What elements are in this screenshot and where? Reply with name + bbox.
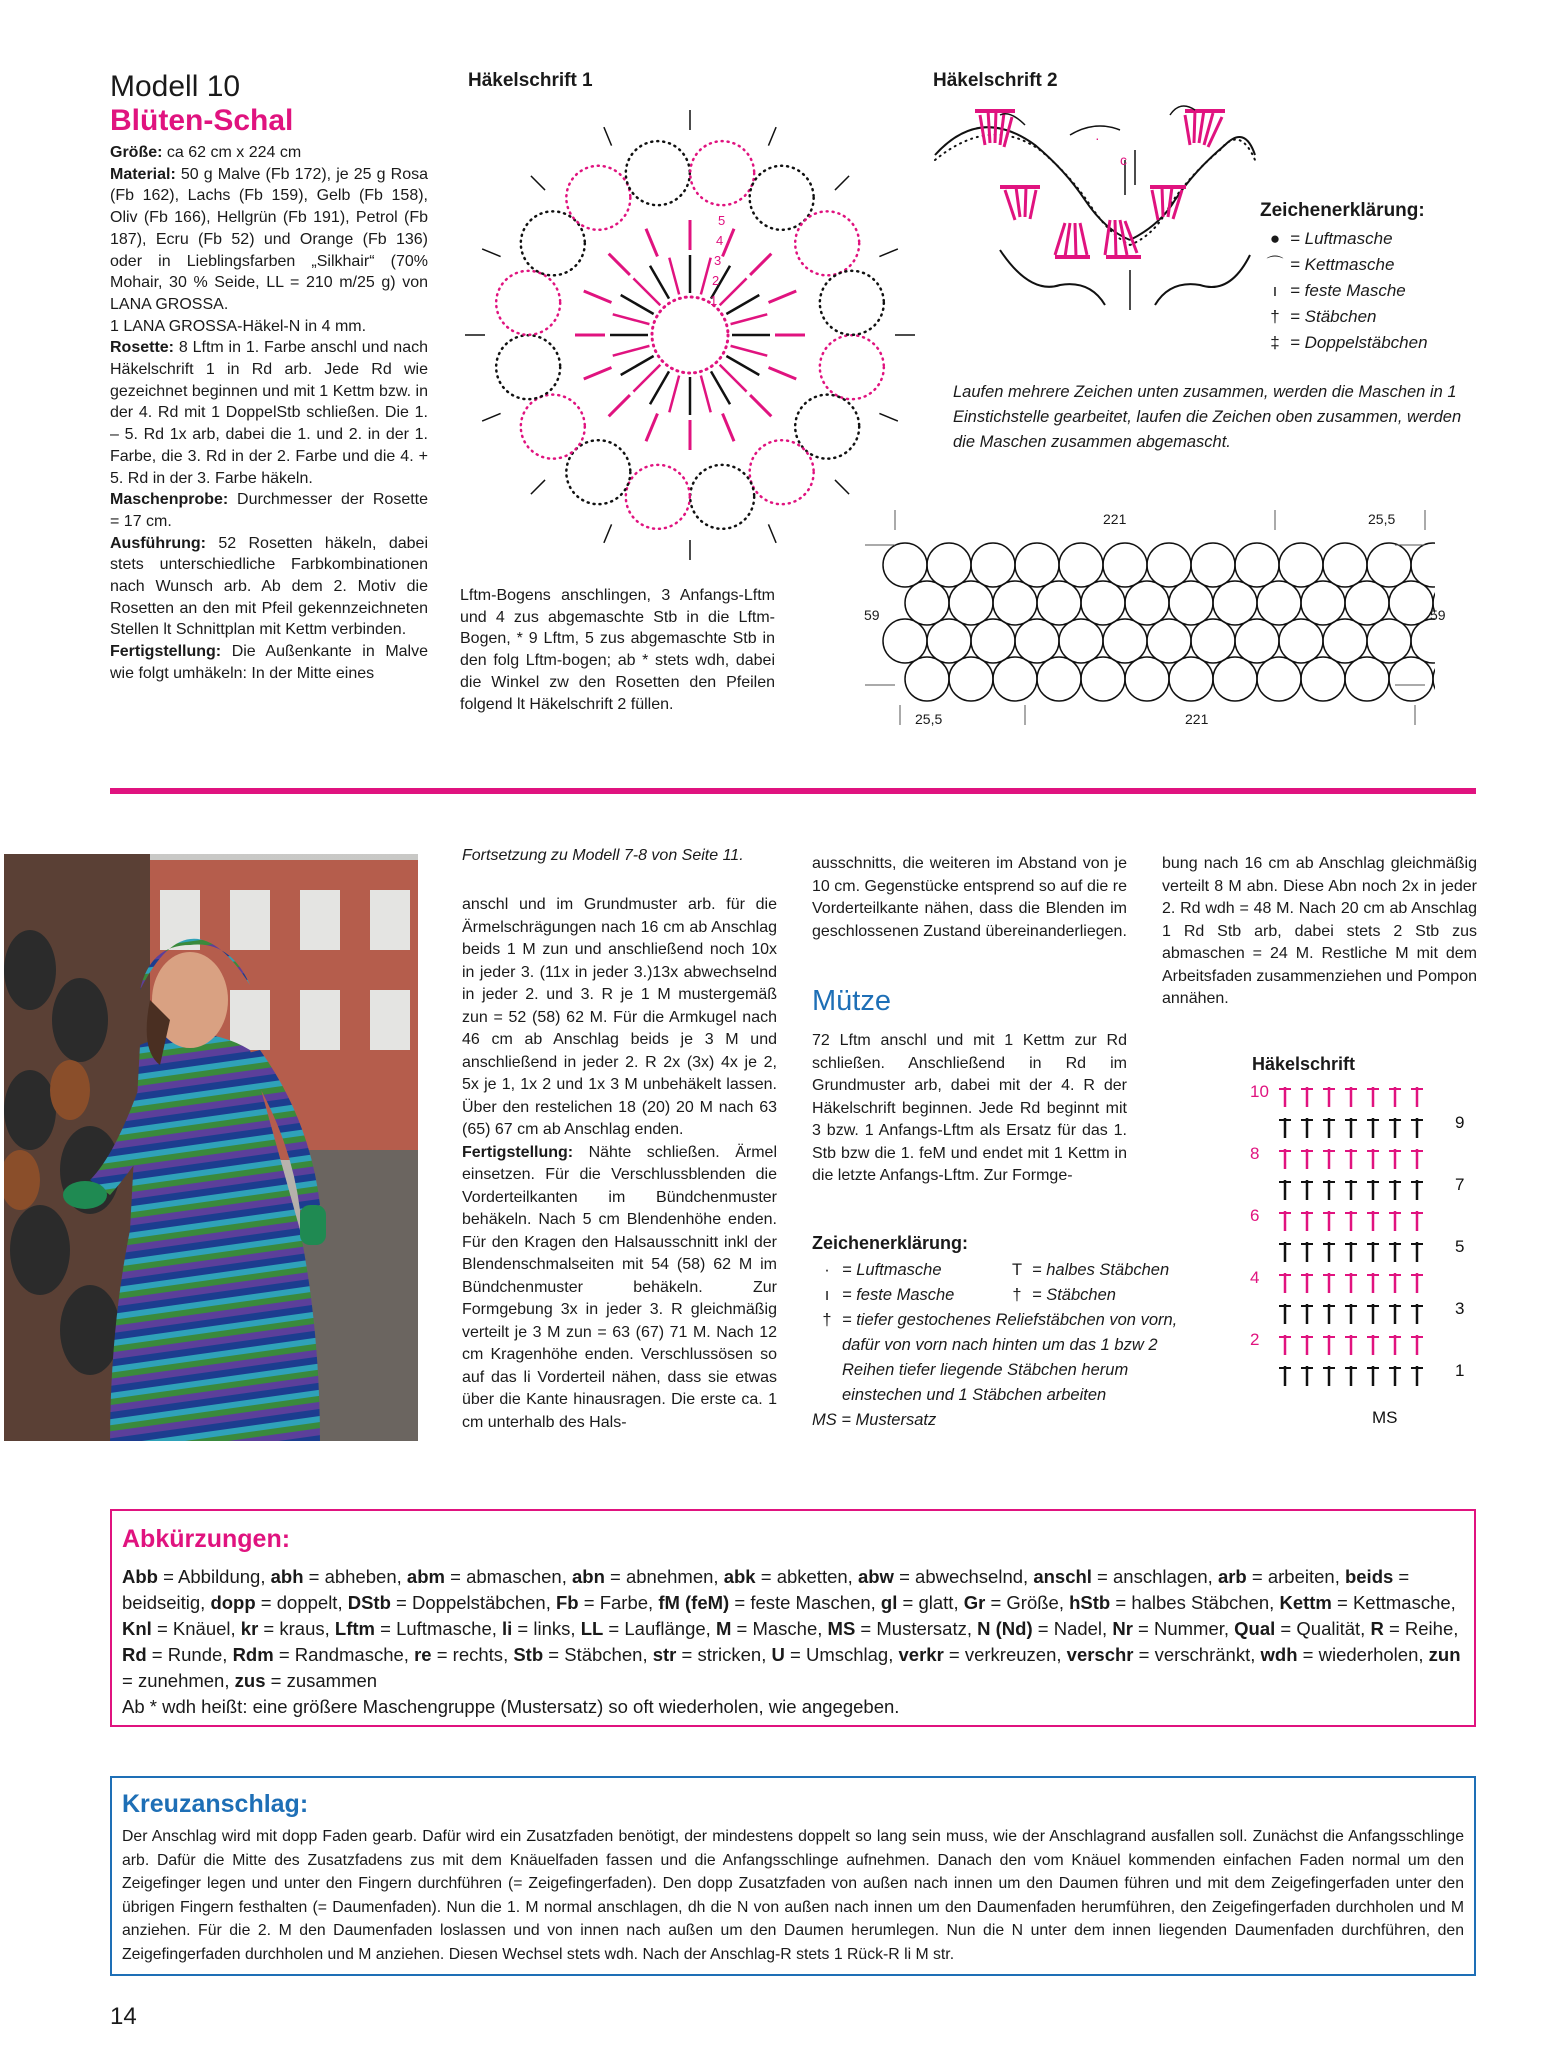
rosette-circle [1389,581,1433,625]
rosette-circle [1169,657,1213,701]
abbreviation-meaning: kraus [279,1618,325,1639]
rosette-stitch [726,356,759,375]
relief-stitch-icon: † [822,1311,832,1329]
model-paragraph [110,316,428,338]
abbreviation-term: abw [857,1566,894,1587]
abbreviation-meaning: Umschlag [805,1644,889,1665]
rosette-petal [626,141,690,205]
abbreviation-term: R [1370,1618,1384,1639]
dot-icon: ● [1269,229,1281,248]
rosette-circle [971,619,1015,663]
rosette-circle [1279,619,1323,663]
row-label-right: 1 [1455,1361,1465,1380]
abbreviation-term: Nr [1112,1618,1133,1639]
rosette-circle [1169,581,1213,625]
join-arrow-icon [531,176,545,190]
rosette-circle [905,581,949,625]
rosette-circle [1411,619,1435,663]
legend2-halbes: = halbes Stäbchen [1032,1261,1170,1279]
model-paragraph-text: 52 Rosetten häkeln, dabei stets unterschiedliche Farbkombinationen nach Wunsch arb. Ab dem 2. Motiv die Rosetten an den mit Pfeil gekennzeichneten Stellen lt Schnittplan mit Kettm verbinden. [110,534,428,639]
ms-label: MS [1372,1408,1398,1427]
rosette-stitch [584,368,612,379]
rosette-stitch [650,371,669,404]
abbreviation-term: Lftm [334,1618,375,1639]
round-label: 4 [716,233,724,248]
rosette-petal [521,211,585,275]
continuation-column-3: bung nach 16 cm ab Anschlag gleichmäßig verteilt 8 M abn. Diese Abn noch 2x in jeder 2. Rd wdh = 48 M. Nach 20 cm ab Anschlag 1 Rd Stb arb, dabei stets 2 Stb zus abmaschen = 24 M. Restliche M mit dem Arbeitsfaden zusammenziehen und Pompon annähen. [1162,855,1477,1007]
rosette-stitch [731,314,768,324]
model-paragraph [110,489,428,532]
abbreviation-term: Rdm [232,1644,274,1665]
legend1-note: Laufen mehrere Zeichen unten zusammen, werden die Maschen in 1 Einstichstelle gearbeitet, laufen die Zeichen oben zusammen, werden die Maschen zusammen abgemascht. [953,383,1462,451]
abbreviation-meaning: Farbe [599,1592,649,1613]
section-divider [110,788,1476,794]
rosette-circle [1125,657,1169,701]
abbreviation-term: DStb [347,1592,391,1613]
rosette-petal [750,440,814,504]
rosette-stitch [646,229,657,257]
model-paragraph-label: Größe: [110,144,163,161]
model-title: Blüten-Schal [110,104,294,137]
model-text-column [110,70,428,685]
rosette-stitch [720,278,747,305]
rosette-circle [1037,657,1081,701]
schematic-top-right: 25,5 [1368,511,1396,527]
rosette-stitch [750,395,771,416]
rosette-petal [820,271,884,335]
abbreviation-term: verkr [898,1644,944,1665]
round-label: 1 [710,293,718,308]
rosette-stitch [701,258,711,295]
abbreviations-title: Abkürzungen: [122,1525,291,1553]
abbreviation-meaning: Knäuel [172,1618,231,1639]
abbreviation-meaning: Masche [752,1618,818,1639]
rosette-petal [795,211,859,275]
abbreviation-meaning: Größe [1006,1592,1059,1613]
abbreviation-meaning: Luftmasche [396,1618,492,1639]
abbreviation-term: abm [406,1566,445,1587]
abbreviation-meaning: verschränkt [1154,1644,1251,1665]
join-arrow-icon [835,480,849,494]
rosette-circle [1367,543,1411,587]
model-paragraph-text: 8 Lftm in 1. Farbe anschl und nach Häkelschrift 1 in Rd arb. Jede Rd wie gezeichnet beginnen und mit 1 Kettm bzw. in der 4. Rd mit 1 DoppelStb schließen. Die 1. – 5. Rd 1x arb, dabei die 1. und 2. in der 1. Farbe, die 3. Rd in der 2. Farbe und die 4. + 5. Rd in der 3. Farbe häkeln. [110,339,428,487]
legend2-relief: = tiefer gestochenes Reliefstäbchen von vorn, dafür von vorn nach hinten um das 1 bzw 2 Reihen tiefer liegende Stäbchen herum einstechen und 1 Stäbchen arbeiten [842,1311,1178,1404]
abbreviation-term: abh [270,1566,304,1587]
rosette-stitch [669,258,679,295]
schematic-left-height: 59 [864,607,880,623]
rosette-stitch [633,365,660,392]
rosette-stitch [633,278,660,305]
abbreviation-term: dopp [210,1592,256,1613]
abbreviation-term: MS [827,1618,856,1639]
rosette-circle [1037,581,1081,625]
abbreviation-meaning: doppelt [276,1592,338,1613]
abbreviations-note: Ab * wdh heißt: eine größere Maschengruppe (Mustersatz) so oft wiederholen, wie angegeben. [122,1696,900,1717]
join-arrow-icon [482,413,500,421]
abbreviation-meaning: Nadel [1053,1618,1103,1639]
abbreviation-meaning: Randmasche [294,1644,404,1665]
slip-stitch-icon: ⌒ [1266,255,1284,274]
abbreviation-meaning: stricken [697,1644,762,1665]
rosette-stitch [769,291,797,302]
legend2 [812,1233,1202,1433]
model-paragraph [110,337,428,489]
abbreviation-term: beids [1344,1566,1394,1587]
rosette-circle [1411,543,1435,587]
abbreviation-meaning: links [533,1618,571,1639]
abbreviation-meaning: Qualität [1296,1618,1361,1639]
abbreviation-meaning: Kettmasche [1352,1592,1451,1613]
rosette-circle [1059,543,1103,587]
chain-stitch-icon: · [824,1261,830,1279]
continuation-col1-rest: Nähte schließen. Ärmel einsetzen. Für die Verschlussblenden die Vorderteilkanten im Bündchenmuster behäkeln. Nach 5 cm Blendenhöhe enden. Für den Kragen den Halsausschnitt inkl der Blendenschmalseiten mit 54 (58) 62 M im Bündchenmuster behäkeln. Zur Formgebung 3x in jeder 3. R gleichmäßig verteilt je 3 M zun = 63 (67) 71 M. Nach 12 cm Kragenhöhe enden. Verschlussösen so auf das li Vorderteil nähen, dass sie etwas über die Kante hinausragen. Die erste ca. 1 cm unterhalb des Hals- [462,1143,777,1431]
join-arrow-icon [879,249,897,257]
row-label-right: 3 [1455,1299,1465,1318]
abbreviation-term: hStb [1069,1592,1111,1613]
double-crochet-icon: † [1270,307,1280,326]
rosette-circle [1059,619,1103,663]
row-label-left: 4 [1250,1268,1260,1287]
rosette-petal [496,335,560,399]
model-paragraph-label: Rosette: [110,339,175,357]
abbreviation-term: zus [234,1670,266,1691]
row-label-right: 5 [1455,1237,1465,1256]
rosette-stitch [609,395,630,416]
model-paragraph-label: Fertigstellung: [110,643,222,661]
half-double-crochet-icon: T [1011,1261,1023,1279]
abbreviations-box [110,1509,1476,1727]
schematic-bottom-left: 25,5 [915,711,943,727]
legend1-item-label: = Luftmasche [1290,229,1393,248]
schematic-top-width: 221 [1103,511,1127,527]
abbreviation-term: N (Nd) [977,1618,1033,1639]
rosette-circle [1235,543,1279,587]
rosette-stitch [720,365,747,392]
rosette-circle [1345,657,1389,701]
round-label: 2 [712,273,720,288]
abbreviation-meaning: glatt [918,1592,954,1613]
rosette-petal [496,271,560,335]
abbreviation-term: LL [580,1618,604,1639]
model-paragraph [110,164,428,316]
abbreviation-meaning: zusammen [286,1670,378,1691]
abbreviation-meaning: Nummer [1153,1618,1224,1639]
abbreviation-meaning: feste Maschen [750,1592,871,1613]
rosette-petal [690,465,754,529]
abbreviation-meaning: abheben [324,1566,397,1587]
abbreviation-meaning: Reihe [1404,1618,1454,1639]
rosette-circle [949,581,993,625]
model-paragraph-label: Maschenprobe: [110,491,229,509]
schematic-right-height: 59 [1430,607,1446,623]
page-number: 14 [110,2003,137,2030]
model-photo [0,850,422,1445]
rosette-circle [1301,581,1345,625]
rosette-circle [1323,619,1367,663]
legend1-item-label: = feste Masche [1290,281,1406,300]
model-description [110,142,428,685]
legend2-title: Zeichenerklärung: [812,1233,969,1253]
rosette-stitch [650,266,669,299]
rosette-circle [1213,657,1257,701]
scarf-schematic [855,505,1435,745]
abbreviation-meaning: Abbildung [178,1566,261,1587]
rosette-stitch [750,254,771,275]
chart2-edge-diagram [930,95,1260,325]
chart3-hat-diagram [1240,1075,1480,1435]
rosette-circle [927,543,971,587]
row-label-left: 6 [1250,1206,1260,1225]
model-paragraph [110,142,428,164]
abbreviations-list: Abb = Abbildung, abh = abheben, abm = abmaschen, abn = abnehmen, abk = abketten, abw = abwechselnd, anschl = anschlagen, arb = arbeiten, beids = beidseitig, dopp = doppelt, DStb = Doppelstäbchen, Fb = Farbe, fM (feM) = feste Maschen, gl = glatt, Gr = Größe, hStb = halbes Stäbchen, Kettm = Kettmasche, Knl = Knäuel, kr = kraus, Lftm = Luftmasche, li = links, LL = Lauflänge, M = Masche, MS = Mustersatz, N (Nd) = Nadel, Nr = Nummer, Qual = Qualität, R = Reihe, Rd = Runde, Rdm = Randmasche, re = rechts, Stb = Stäbchen, str = stricken, U = Umschlag, verkr = verkreuzen, verschr = verschränkt, wdh = wiederholen, zun = zunehmen, zus = zusammen [122,1566,1461,1691]
model-paragraph [110,533,428,642]
kreuzanschlag-box [110,1776,1476,1976]
continuation-col1-text: anschl und im Grundmuster arb. für die Ärmelschrägungen nach 16 cm ab Anschlag beids 1 M zun und anschließend noch 10x in jeder 3. (11x in jeder 3.)13x abwechselnd in jeder 2. und 3. R je 1 M mustergemäß zun = 52 (58) 62 M. Für die Armkugel nach 46 cm ab Anschlag beids je 3 M und anschließend in jeder 2. R 2x (3x) 4x je 2, 5x je 1, 1x 2 und 1x 3 M unbehäkelt lassen. Über den restelichen 18 (20) 20 M nach 63 (65) 67 cm ab Anschlag enden. [462,896,777,1138]
rosette-petal [690,141,754,205]
rosette-circle [1103,619,1147,663]
rosette-circle [905,657,949,701]
abbreviation-term: Stb [513,1644,544,1665]
join-arrow-icon [835,176,849,190]
abbreviation-meaning: beidseitig [122,1592,201,1613]
model-number: Modell 10 [110,70,241,103]
rosette-stitch [723,414,734,442]
rosette-stitch [621,356,654,375]
continuation-heading: Fortsetzung zu Modell 7-8 von Seite 11. [462,847,744,864]
continuation-column-2: ausschnitts, die weiteren im Abstand von je 10 cm. Gegenstücke entsprend so auf die re Vorderteilkante nähen, dass die Blenden im geschlossenen Zustand übereinanderliegen. [812,855,1127,940]
model-paragraph-text: 1 LANA GROSSA-Häkel-N in 4 mm. [110,317,367,335]
rosette-circle [949,657,993,701]
rosette-petal [521,395,585,459]
muetze-title: Mütze [812,985,891,1017]
treble-crochet-icon: ‡ [1270,333,1280,352]
abbreviation-term: Fb [556,1592,579,1613]
row-label-left: 10 [1250,1082,1269,1101]
model-paragraph-text: Die Außenkante in Malve wie folgt umhäkeln: In der Mitte eines [110,643,428,682]
svg-text:·: · [1095,130,1100,146]
abbreviation-meaning: anschlagen [1113,1566,1208,1587]
abbreviation-meaning: abmaschen [466,1566,562,1587]
chart3-title: Häkelschrift [1252,1054,1356,1074]
rosette-circle [993,657,1037,701]
rosette-circle [1301,657,1345,701]
abbreviation-term: U [771,1644,785,1665]
rosette-circle [883,543,927,587]
abbreviation-term: arb [1217,1566,1247,1587]
abbreviation-term: li [502,1618,513,1639]
rosette-circle [1323,543,1367,587]
abbreviation-term: M [715,1618,732,1639]
legend1-item [1260,330,1428,356]
abbreviation-term: kr [240,1618,259,1639]
legend1-item-label: = Doppelstäbchen [1290,333,1428,352]
rosette-circle [993,581,1037,625]
abbreviation-term: Kettm [1279,1592,1332,1613]
legend2-staebchen: = Stäbchen [1032,1286,1116,1304]
abbreviation-meaning: abketten [776,1566,848,1587]
rosette-stitch [609,254,630,275]
abbreviation-meaning: Stäbchen [564,1644,643,1665]
row-label-left: 2 [1250,1330,1260,1349]
rosette-stitch [731,346,768,356]
svg-text:c: c [1120,152,1127,168]
rosette-circle [1081,657,1125,701]
rosette-circle [1257,581,1301,625]
rosette-center-ring [652,297,728,373]
legend1-item-label: = Stäbchen [1290,307,1377,326]
abbreviation-meaning: wiederholen [1318,1644,1419,1665]
join-arrow-icon [879,413,897,421]
abbreviation-term: re [414,1644,432,1665]
model-paragraph-text: Durchmesser der Rosette = 17 cm. [110,491,428,530]
round-label: 3 [714,253,722,268]
abbreviation-term: abn [572,1566,605,1587]
legend1-item [1260,226,1428,252]
single-crochet-icon: ı [1272,281,1278,300]
rosette-circle [1147,619,1191,663]
rosette-stitch [621,295,654,314]
chart2-title: Häkelschrift 2 [933,70,1058,91]
legend1-item [1260,304,1428,330]
rosette-circle [1103,543,1147,587]
model-paragraph [110,641,428,684]
rosette-stitch [613,346,650,356]
rosette-stitch [711,371,730,404]
abbreviation-term: Abb [122,1566,158,1587]
abbreviation-meaning: Runde [167,1644,223,1665]
abbreviation-meaning: verkreuzen [964,1644,1057,1665]
model-paragraph-text: ca 62 cm x 224 cm [162,144,302,161]
abbreviation-term: anschl [1033,1566,1092,1587]
legend1 [1260,200,1428,356]
continuation-col1-label: Fertigstellung: [462,1143,574,1161]
chart1-title: Häkelschrift 1 [468,70,593,91]
kreuzanschlag-text: Der Anschlag wird mit dopp Faden gearb. Dafür wird ein Zusatzfaden benötigt, der mindestens doppelt so lang sein muss, wie der Anschlagrand ausfallen soll. Zunächst die Anfangsschlinge arb. Dafür die Mitte des Zusatzfadens zus mit dem Knäuelfaden fassen und die Anfangsschlinge aufnehmen. Danach den vom Knäuel kommenden einfachen Faden normal um den Zeigefinger legen und unter den Fingern durchführen (= Zeigefingerfaden). Den dopp Zusatzfaden von außen nach innen um den Daumen führen und mit dem Zeigefingerfaden unter den übrigen Fingern festhalten (= Daumenfaden). Nun die 1. M normal anschlagen, dh die N von außen nach innen um den Daumenfaden herumführen, den Zeigefingerfaden durchholen und M anziehen. Für die 2. M den Daumenfaden loslassen und von innen nach außen um den Daumen herumlegen. Nun die N unter dem innen liegenden Daumenfaden durchführen, den Zeigefingerfaden durchholen und M anziehen. Diesen Wechsel stets wdh. Nach der Anschlag-R stets 1 Rück-R li M str. [122,1828,1464,1963]
row-label-right: 9 [1455,1113,1465,1132]
legend1-item [1260,278,1428,304]
abbreviation-meaning: Mustersatz [876,1618,967,1639]
abbreviation-term: zun [1428,1644,1461,1665]
abbreviation-term: gl [880,1592,898,1613]
rosette-circle [1235,619,1279,663]
rosette-stitch [646,414,657,442]
kreuzanschlag-title: Kreuzanschlag: [122,1790,309,1818]
chart1-rosette-diagram [455,100,925,570]
abbreviation-term: abk [723,1566,756,1587]
rosette-circle [1213,581,1257,625]
rosette-circle [1015,543,1059,587]
legend1-item [1260,252,1428,278]
abbreviation-term: Qual [1234,1618,1276,1639]
legend1-items [1260,226,1428,356]
join-arrow-icon [604,524,612,542]
legend2-luftmasche: = Luftmasche [842,1261,942,1279]
model-paragraph-text: 50 g Malve (Fb 172), je 25 g Rosa (Fb 162), Lachs (Fb 159), Gelb (Fb 158), Oliv (Fb 166), Hellgrün (Fb 191), Petrol (Fb 187), Ecru (Fb 52) und Orange (Fb 136) oder in Lieblingsfarben „Silkhair“ (70% Mohair, 30 % Seide, LL = 210 m/25 g) von LANA GROSSA. [110,165,428,313]
rosette-stitch [769,368,797,379]
abbreviation-meaning: Lauflänge [624,1618,706,1639]
abbreviation-term: Gr [963,1592,986,1613]
legend2-ms: MS = Mustersatz [812,1411,937,1429]
rosette-circle [1191,543,1235,587]
join-arrow-icon [531,480,545,494]
join-arrow-icon [768,524,776,542]
rosette-circle [1015,619,1059,663]
single-crochet-icon: ı [824,1286,830,1304]
round-label: 5 [718,213,726,228]
rosette-stitch [584,291,612,302]
legend1-item-label: = Kettmasche [1290,255,1395,274]
schematic-bottom-width: 221 [1185,711,1209,727]
abbreviation-meaning: abnehmen [625,1566,714,1587]
join-arrow-icon [768,127,776,145]
abbreviation-term: Knl [122,1618,152,1639]
rosette-circle [1081,581,1125,625]
rosette-circle [927,619,971,663]
row-label-left: 8 [1250,1144,1260,1163]
abbreviation-meaning: abwechselnd [915,1566,1024,1587]
abbreviation-term: Rd [122,1644,147,1665]
rosette-circle [1345,581,1389,625]
rosette-circle [1191,619,1235,663]
rosette-stitch [613,314,650,324]
rosette-stitch [726,295,759,314]
legend2-feste: = feste Masche [842,1286,955,1304]
rosette-circle [883,619,927,663]
abbreviation-meaning: halbes Stäbchen [1131,1592,1270,1613]
rosette-circle [1279,543,1323,587]
rosette-circle [971,543,1015,587]
join-arrow-icon [604,127,612,145]
abbreviation-term: str [652,1644,677,1665]
abbreviation-term: fM (feM) [658,1592,730,1613]
abbreviation-meaning: zunehmen [137,1670,225,1691]
muetze-text: 72 Lftm anschl und mit 1 Kettm zur Rd schließen. Anschließend in Rd im Grundmuster arb, dabei mit der 4. R der Häkelschrift beginnen. Jede Rd beginnt mit 3 bzw. 1 Anfangs-Lftm als Ersatz für das 1. Stb bzw die 1. feM und endet mit 1 Kettm in die letzte Anfangs-Lftm. Zur Formge- [812,1032,1127,1184]
rosette-petal [820,335,884,399]
model-paragraph-label: Ausführung: [110,534,206,552]
model-text-continued: Lftm-Bogens anschlingen, 3 Anfangs-Lftm und 4 zus abgemaschte Stb in die Lftm-Bogen, * 9 Lftm, 5 zus abgemaschte Stb in den folg Lftm-bogen; ab * stets wdh, dabei die Winkel zw den Rosetten den Pfeilen folgend lt Häkelschrift 2 füllen. [460,587,775,713]
rosette-circle [1147,543,1191,587]
rosette-circle [1389,657,1433,701]
rosette-stitch [723,229,734,257]
rosette-circle [1257,657,1301,701]
legend1-title: Zeichenerklärung: [1260,200,1425,221]
abbreviation-term: wdh [1260,1644,1298,1665]
rosette-stitch [669,376,679,413]
abbreviation-meaning: arbeiten [1267,1566,1335,1587]
abbreviation-term: verschr [1066,1644,1134,1665]
row-label-right: 7 [1455,1175,1465,1194]
double-crochet-icon: † [1012,1286,1022,1304]
abbreviation-meaning: rechts [452,1644,504,1665]
join-arrow-icon [482,249,500,257]
continuation-column-1 [462,894,777,1434]
rosette-circle [1367,619,1411,663]
abbreviation-meaning: Doppelstäbchen [412,1592,546,1613]
rosette-petal [626,465,690,529]
rosette-stitch [701,376,711,413]
model-paragraph-label: Material: [110,165,176,183]
rosette-circle [1125,581,1169,625]
